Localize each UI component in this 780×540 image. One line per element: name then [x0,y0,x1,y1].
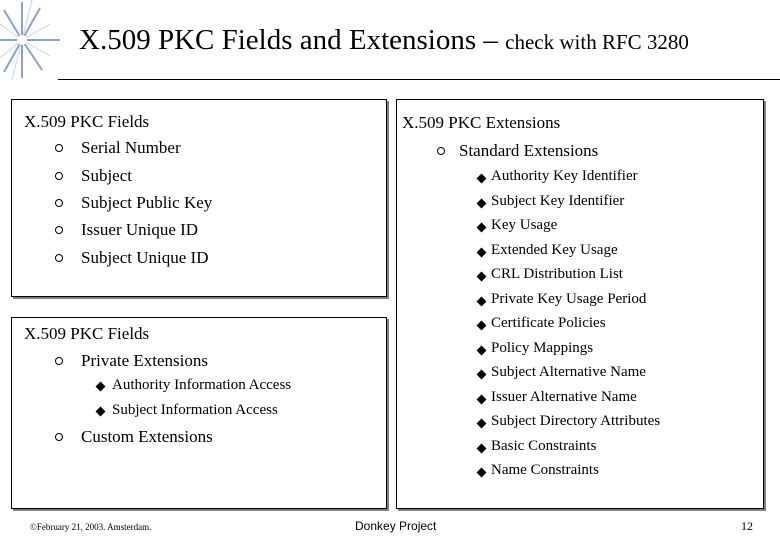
bullet-dot-icon [437,147,445,155]
bullet-diamond-icon [477,370,487,380]
extension-item: Policy Mappings [491,339,594,356]
fields-heading: X.509 PKC Fields [24,112,150,131]
starburst-logo-icon [0,0,70,80]
extension-item: Subject Directory Attributes [491,413,661,429]
extension-item: Name Constraints [491,462,599,478]
private-item-subject-info-access: Subject Information Access [112,402,278,418]
bullet-diamond-icon [96,407,106,417]
standard-extensions-label: Standard Extensions [459,141,599,160]
bullet-diamond-icon [477,174,487,184]
slide-title-main: X.509 PKC Fields and Extensions – [79,24,498,56]
bullet-diamond-icon [477,247,487,257]
extension-item: Extended Key Usage [491,241,618,258]
extension-item: Subject Alternative Name [491,364,646,380]
page-number: 12 [741,519,753,533]
extension-item: Certificate Policies [491,315,606,331]
extension-item: Private Key Usage Period [491,290,647,307]
bullet-dot-icon [55,433,63,441]
footer-project: Donkey Project [355,519,437,533]
extension-item: Subject Key Identifier [491,192,625,209]
extension-item: CRL Distribution List [491,266,623,282]
field-item-subject-public-key: Subject Public Key [81,193,213,212]
bullet-dot-icon [55,172,63,180]
field-item-subject-unique-id: Subject Unique ID [81,248,209,267]
bullet-dot-icon [55,226,63,234]
custom-extensions-label: Custom Extensions [81,427,213,446]
bullet-dot-icon [55,254,63,262]
slide-title-sub: check with RFC 3280 [505,30,689,54]
bullet-diamond-icon [96,382,106,392]
extensions-panel [396,99,764,509]
field-item-issuer-unique-id: Issuer Unique ID [81,220,199,239]
bullet-dot-icon [55,199,63,207]
bullet-diamond-icon [477,223,487,233]
private-panel [11,317,387,509]
bullet-diamond-icon [477,468,487,478]
field-item-subject: Subject [81,166,132,185]
extension-item: Authority Key Identifier [491,168,638,184]
extension-item: Issuer Alternative Name [491,388,637,405]
private-item-authority-info-access: Authority Information Access [112,377,292,393]
extension-item: Key Usage [491,217,558,233]
bullet-dot-icon [55,144,63,152]
bullet-diamond-icon [477,394,487,404]
fields-panel [11,99,387,297]
slide-title [79,22,689,60]
bullet-diamond-icon [477,198,487,208]
bullet-dot-icon [55,357,63,365]
bullet-diamond-icon [477,419,487,429]
bullet-diamond-icon [477,272,487,282]
title-divider [58,79,780,80]
bullet-diamond-icon [477,345,487,355]
bullet-diamond-icon [477,443,487,453]
field-item-serial-number: Serial Number [81,138,181,157]
private-panel-heading: X.509 PKC Fields [24,324,150,343]
private-extensions-label: Private Extensions [81,351,209,370]
extensions-heading: X.509 PKC Extensions [402,113,561,132]
bullet-diamond-icon [477,321,487,331]
extension-item: Basic Constraints [491,437,597,454]
bullet-diamond-icon [477,296,487,306]
footer-date: ©February 21, 2003. Amsterdam. [30,522,152,532]
